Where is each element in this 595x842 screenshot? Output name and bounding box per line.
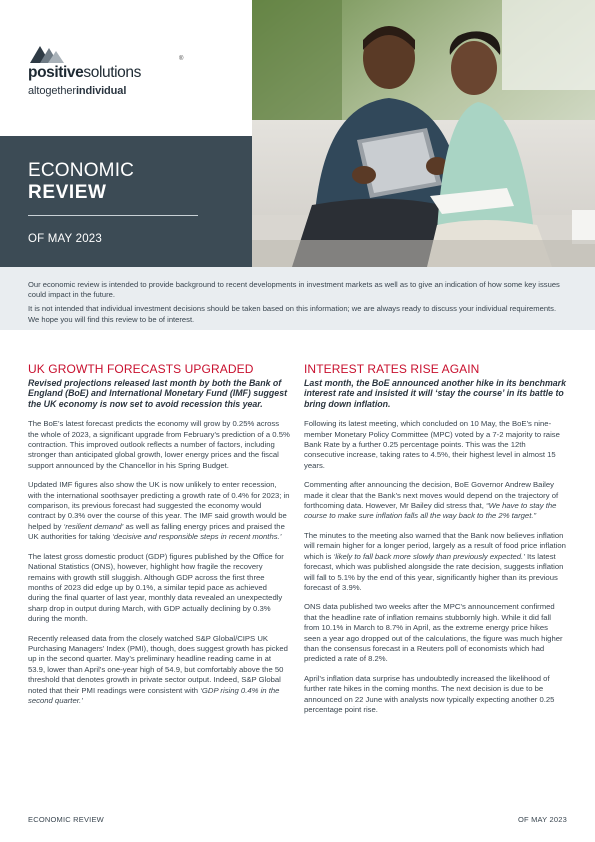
logo-name-bold: positive — [28, 64, 84, 81]
logo-wordmark — [28, 64, 141, 82]
left-paragraph-4 — [28, 634, 290, 707]
left-p2-text-b: as well as falling energy prices and praised the UK authorities for taking — [28, 521, 285, 542]
left-column — [28, 362, 290, 715]
left-lead: Revised projections released last month by both the Bank of England (BoE) and International Monetary Fund (IMF) suggest the UK economy is now set to avoid recession this year. — [28, 378, 288, 409]
tagline-bold: individual — [75, 85, 127, 97]
right-paragraph-1: Following its latest meeting, which concluded on 10 May, the BoE’s nine-member Monetary Policy Committee (MPC) voted by a 7-2 majority to raise Bank Rate by a further 0.25 percentage points. This was the 12th consecutive increase, taking rates to 4.5%, their highest level in almost 15 years. — [304, 419, 560, 470]
right-column — [304, 362, 566, 724]
right-p3-quote: ‘likely to fall back more slowly than previously expected.’ — [333, 551, 525, 561]
title-divider — [28, 215, 198, 216]
logo-mark-icon — [28, 42, 68, 64]
left-p2-quote-1: ‘resilient demand’ — [63, 521, 124, 531]
title-review: REVIEW — [28, 182, 107, 203]
left-paragraph-2 — [28, 480, 290, 542]
right-p2-text: Commenting after announcing the decision, BoE Governor Andrew Bailey made it clear that the Bank’s next moves would depend on the trajectory of forthcoming data. However, Mr Bailey did stress that, — [304, 480, 559, 511]
tagline-prefix: altogether — [28, 85, 76, 97]
page-header — [0, 0, 595, 267]
title-economic: ECONOMIC — [28, 160, 135, 181]
left-p4-quote: ‘GDP rising 0.4% in the second quarter.’ — [28, 685, 280, 705]
title-date: OF MAY 2023 — [28, 233, 103, 245]
cover-photo — [252, 0, 595, 267]
right-lead-quote: ‘stay the course’ — [435, 388, 505, 399]
right-lead-text-b: in its battle to bring down inflation. — [304, 388, 564, 409]
footer-title: ECONOMIC REVIEW — [28, 815, 104, 824]
footer-date: OF MAY 2023 — [517, 815, 567, 824]
left-p2-quote-2: ‘decisive and responsible steps in recent months.’ — [112, 532, 282, 542]
right-p3-text-b: Its latest forecast, which was published alongside the rate decision, suggests inflation will fall to 5.1% by the end of this year, significantly higher than its previous forecast of 3.9%. — [304, 551, 564, 592]
couple-with-tablet-image — [252, 0, 595, 267]
right-lead — [304, 378, 566, 409]
logo-area — [0, 0, 252, 136]
right-p2-quote: “We have to stay the course to make sure inflation falls all the way back to the 2% target.” — [304, 501, 557, 521]
left-heading: UK GROWTH FORECASTS UPGRADED — [28, 362, 254, 376]
left-paragraph-3: The latest gross domestic product (GDP) figures published by the Office for National Statistics (ONS), however, highlight how fragile the recovery remains with growth still sluggish. Although GDP across the first three months of 2023 did edge up by 0.1%, a similar tepid pace as achieved during the final quarter of last year, monthly data revealed an unexpectedly sharp drop in output during March, with GDP actually declining by 0.3% during the month. — [28, 551, 284, 624]
left-paragraph-1: The BoE’s latest forecast predicts the economy will grow by 0.25% across the whole of 2023, a significant upgrade from February’s prediction of a 0.5% contraction. This improved outlook reflects a number of factors, including stronger than anticipated global growth, lower energy prices and the fiscal support announced by the Chancellor in his Spring Budget. — [28, 419, 290, 470]
right-paragraph-4: ONS data published two weeks after the MPC’s announcement confirmed that the headline rate of inflation remains stubbornly high. While it did fall from 10.1% in March to 8.7% in April, as the extreme energy price hikes seen a year ago dropped out of the calculations, the figure was much higher than the consensus forecast in a Reuters poll of economists which had predicted a rate of 8.2%. — [304, 602, 563, 664]
right-paragraph-5: April’s inflation data surprise has undoubtedly increased the likelihood of further rate hikes in the coming months. The next decision is due to be announced on 22 June with analysts now typically expecting another 0.25 percentage point rise. — [304, 673, 555, 714]
intro-box — [0, 267, 595, 330]
right-paragraph-3 — [304, 531, 566, 593]
title-panel — [0, 136, 252, 267]
right-p3-text-a: The minutes to the meeting also warned that the Bank now believes inflation will remain higher for a longer period, largely as a result of food price inflation which is — [304, 530, 566, 561]
left-p2-text-a: Updated IMF figures also show the UK is now unlikely to enter recession, with the international soothsayer predicting a growth rate of 0.4% for 2023; in comparison, its previous forecast had suggested the economy would contract by 0.3% over the course of this year. The IMF said growth would be helped by — [28, 480, 290, 531]
registered-mark: ® — [179, 56, 184, 62]
logo-name-light: solutions — [83, 64, 141, 81]
intro-paragraph-1: Our economic review is intended to provide background to recent developments in investment markets as well as to give an indication of how some key issues could impact in the future. — [28, 280, 560, 300]
right-paragraph-2 — [304, 480, 566, 522]
right-heading: INTEREST RATES RISE AGAIN — [304, 362, 480, 376]
logo-tagline — [28, 85, 126, 97]
intro-paragraph-2: It is not intended that individual investment decisions should be taken based on this information; we are always ready to discuss your individual requirements. We hope you will find this review to be of interest. — [28, 304, 557, 324]
left-p4-text: Recently released data from the closely watched S&P Global/CIPS UK Purchasing Managers’ Index (PMI), though, does suggest growth has picked up in the second quarter. May’s preliminary headline reading came in at 53.9, lower than April’s one-year high of 54.9, but comfortably above the 50 threshold that denotes growth in private sector output. Indeed, S&P Global noted that their PMI readings were consistent with — [28, 633, 288, 695]
right-lead-text-a: Last month, the BoE announced another hike in its benchmark interest rate and insisted it will — [304, 378, 566, 399]
